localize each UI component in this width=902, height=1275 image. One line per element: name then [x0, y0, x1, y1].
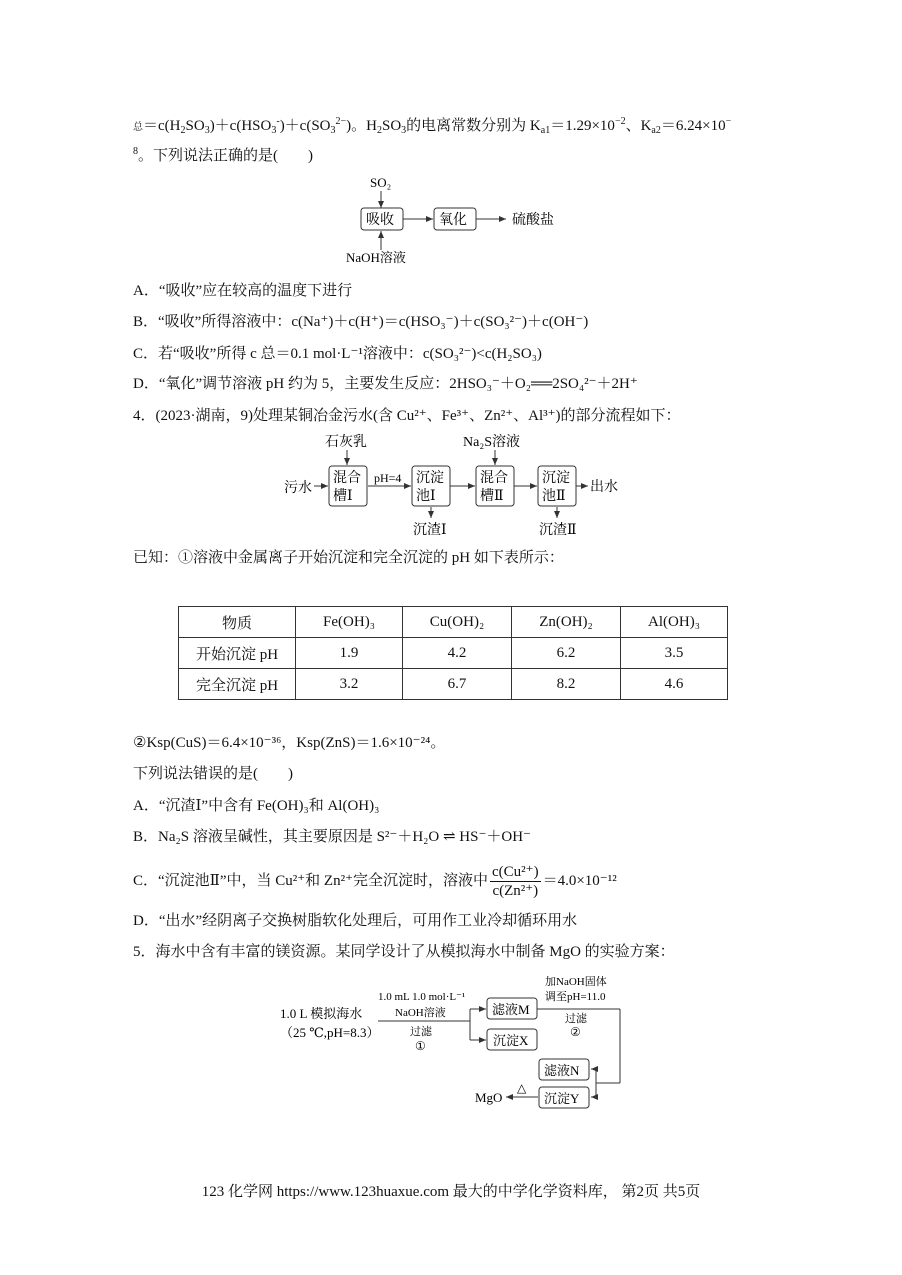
q4-flow-diagram — [280, 428, 640, 540]
q4-known-2: ②Ksp(CuS)＝6.4×10⁻³⁶，Ksp(ZnS)＝1.6×10⁻²⁴。 — [133, 735, 446, 751]
table-header: Cu(OH)₂ — [403, 607, 512, 638]
table-header: Fe(OH)₃ — [296, 607, 403, 638]
lime-label: 石灰乳 — [325, 435, 367, 450]
table-row — [179, 669, 728, 700]
svg-text:混合: 混合 — [333, 471, 361, 486]
filter-1-label: 过滤 — [410, 1026, 432, 1038]
table-cell: 4.2 — [403, 638, 512, 669]
filter-2-label: 过滤 — [565, 1013, 587, 1025]
svg-text:混合: 混合 — [480, 471, 508, 486]
sulfate-label: 硫酸盐 — [512, 213, 554, 228]
sewage-label: 污水 — [284, 481, 312, 496]
q3-option-a: A．“吸收”应在较高的温度下进行 — [133, 283, 353, 299]
q4-option-b: B．Na₂S 溶液呈碱性，其主要原因是 S²⁻＋H₂O ⇌ HS⁻＋OH⁻ — [133, 829, 531, 845]
oxidize-label: 氧化 — [439, 213, 467, 228]
table-cell: 6.2 — [512, 638, 621, 669]
table-header: 物质 — [179, 607, 296, 638]
naoh-label: NaOH溶液 — [346, 250, 406, 265]
svg-text:沉淀X: 沉淀X — [493, 1033, 529, 1048]
reagent-label: 1.0 mL 1.0 mol·L⁻¹ — [378, 991, 466, 1003]
table-header: Zn(OH)₂ — [512, 607, 621, 638]
concentration-ratio: $\frac{\text{c(Cu²⁺)}}{\text{c(Zn²⁺)}}$ — [492, 864, 539, 900]
svg-text:沉淀: 沉淀 — [416, 471, 444, 486]
q3-line2: $^8$。下列说法正确的是( ) — [133, 146, 313, 164]
svg-text:沉淀: 沉淀 — [542, 471, 570, 486]
table-cell: 开始沉淀 pH — [179, 638, 296, 669]
add-naoh-label: 加NaOH固体 — [545, 976, 607, 988]
mgo-label: MgO — [475, 1090, 503, 1105]
q5-stem: 5．海水中含有丰富的镁资源。某同学设计了从模拟海水中制备 MgO 的实验方案： — [133, 944, 675, 960]
svg-text:槽Ⅰ: 槽Ⅰ — [333, 489, 353, 504]
q3-option-b: B．“吸收”所得溶液中：c(Na⁺)＋c(H⁺)＝c(HSO₃⁻)＋c(SO₃²⁻)＋c(OH⁻) — [133, 314, 589, 330]
q4-option-a: A．“沉渣Ⅰ”中含有 Fe(OH)₃和 Al(OH)₃ — [133, 798, 380, 814]
outwater-label: 出水 — [590, 480, 618, 495]
q4-option-d: D．“出水”经阴离子交换树脂软化处理后，可用作工业冷却循环用水 — [133, 913, 578, 929]
table-cell: 8.2 — [512, 669, 621, 700]
q3-option-c: C．若“吸收”所得 c 总＝0.1 mol·L⁻¹溶液中：c(SO₃²⁻)<c(H₂SO₃) — [133, 346, 542, 362]
table-cell: 3.5 — [621, 638, 728, 669]
q4-ask: 下列说法错误的是( ) — [133, 766, 293, 782]
table-header: Al(OH)₃ — [621, 607, 728, 638]
heat-symbol: △ — [517, 1081, 527, 1095]
table-cell: 3.2 — [296, 669, 403, 700]
so2-label: SO₂ — [370, 175, 392, 190]
seawater-condition: （25 ℃,pH=8.3） — [280, 1025, 380, 1040]
q3-line1: 总$=c(H_2SO_3)+c(HSO_3^-)+c(SO_3^{2-})$。$H_2SO_3$的电离常数分别为 $K_{a1}=1.29\times 10^{-2}$、$K_{a2}=6.24\times 10^-$ — [133, 116, 732, 136]
ph-table — [178, 606, 728, 700]
q3-flow-diagram — [330, 168, 580, 268]
page-footer: 123 化学网 https://www.123huaxue.com 最大的中学化学资料库， 第2页 共5页 — [201, 1184, 701, 1200]
table-cell: 完全沉淀 pH — [179, 669, 296, 700]
na2s-label: Na₂S溶液 — [463, 435, 520, 450]
svg-text:滤液M: 滤液M — [492, 1002, 530, 1017]
svg-text:NaOH溶液: NaOH溶液 — [395, 1007, 446, 1019]
step-1-label: ① — [415, 1039, 426, 1053]
table-cell: 1.9 — [296, 638, 403, 669]
q4-known-1: 已知：①溶液中金属离子开始沉淀和完全沉淀的 pH 如下表所示： — [133, 550, 564, 566]
svg-text:池Ⅰ: 池Ⅰ — [416, 489, 436, 504]
table-cell: 4.6 — [621, 669, 728, 700]
seawater-label: 1.0 L 模拟海水 — [280, 1006, 363, 1021]
ph4-label: pH=4 — [374, 471, 402, 485]
table-header-row — [179, 607, 728, 638]
table-row — [179, 638, 728, 669]
absorb-label: 吸收 — [366, 213, 394, 228]
svg-text:调至pH=11.0: 调至pH=11.0 — [545, 991, 606, 1003]
q5-flow-diagram — [275, 970, 635, 1115]
svg-text:沉淀Y: 沉淀Y — [544, 1091, 580, 1106]
q4-stem: 4．(2023·湖南，9)处理某铜冶金污水(含 Cu²⁺、Fe³⁺、Zn²⁺、Al³⁺)的部分流程如下： — [133, 408, 681, 424]
residue-1-label: 沉渣Ⅰ — [413, 523, 447, 538]
q4-option-c: C．“沉淀池Ⅱ”中，当 Cu²⁺和 Zn²⁺完全沉淀时，溶液中 $\frac{\text{c(Cu²⁺)}}{\text{c(Zn²⁺)}}$ ＝4.0×10⁻¹² — [133, 864, 617, 900]
residue-2-label: 沉渣Ⅱ — [539, 523, 577, 538]
q3-option-d: D．“氧化”调节溶液 pH 约为 5，主要发生反应：2HSO₃⁻＋O₂══2SO₄²⁻＋2H⁺ — [133, 376, 638, 392]
step-2-label: ② — [570, 1025, 581, 1039]
svg-text:槽Ⅱ: 槽Ⅱ — [480, 489, 504, 504]
svg-text:池Ⅱ: 池Ⅱ — [542, 489, 566, 504]
svg-text:滤液N: 滤液N — [544, 1063, 580, 1078]
table-cell: 6.7 — [403, 669, 512, 700]
